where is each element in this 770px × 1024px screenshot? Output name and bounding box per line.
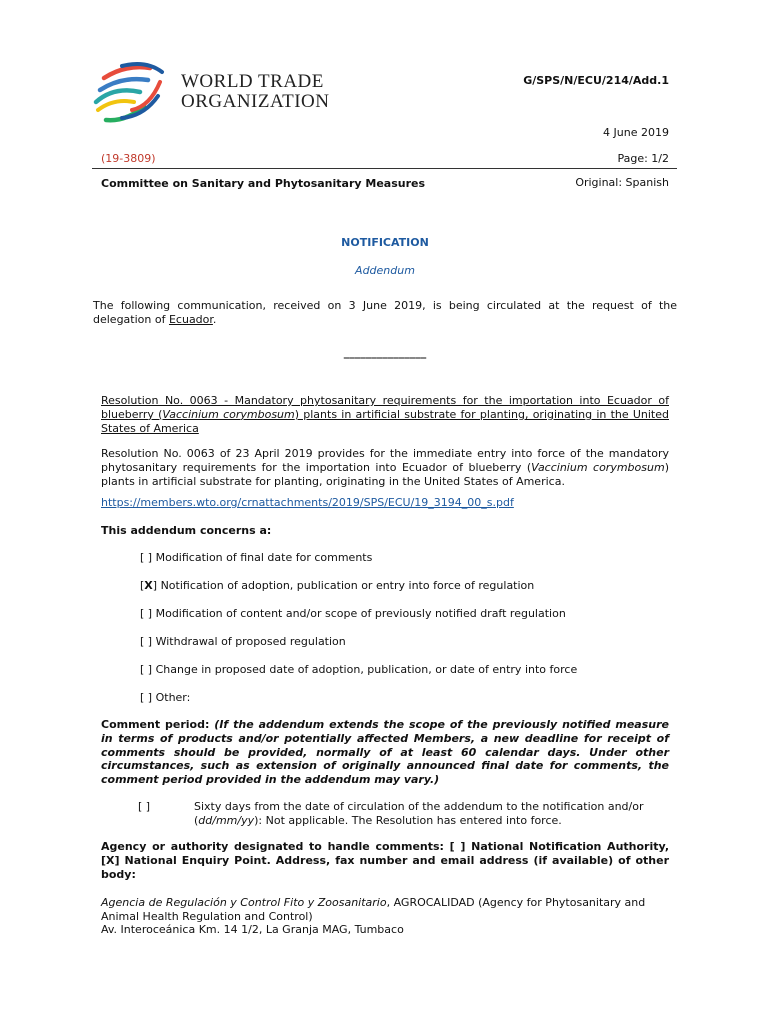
document-date: 4 June 2019 (603, 126, 669, 139)
concern-item-2 (140, 579, 534, 592)
resolution-body-a: Resolution No. 0063 of 23 April 2019 provides for the immediate entry into force of the mandatory phytosanitary requirements for the importation into Ecuador of blueberry ( (101, 447, 669, 474)
org-name-line1: WORLD TRADE (181, 71, 324, 92)
intro-text: The following communication, received on 3 June 2019, is being circulated at the request of the delegation of (93, 299, 677, 326)
concern-text: Notification of adoption, publication or entry into force of regulation (160, 579, 535, 592)
checkbox: [ ] (140, 635, 153, 648)
original-language: Original: Spanish (575, 176, 669, 189)
concern-text: Withdrawal of proposed regulation (155, 635, 346, 648)
notification-heading: NOTIFICATION (341, 236, 429, 249)
checkbox: [ ] (140, 663, 153, 676)
concern-text: Other: (155, 691, 191, 704)
concern-item-3 (140, 607, 566, 620)
concern-text: Modification of content and/or scope of previously notified draft regulation (155, 607, 566, 620)
intro-country: Ecuador (168, 312, 213, 326)
concern-text: Modification of final date for comments (155, 551, 373, 564)
checkbox: [ ] (140, 691, 153, 704)
resolution-title-a: Resolution No. 0063 - Mandatory phytosanitary requirements for the importation into Ecuador of blueberry ( (101, 394, 669, 421)
agency-name (101, 896, 669, 924)
document-symbol: G/SPS/N/ECU/214/Add.1 (523, 74, 669, 87)
separator: _______________ (343, 346, 427, 359)
checkbox: [ ] (140, 607, 153, 620)
resolution-title (101, 394, 669, 435)
agency-address: Av. Interoceánica Km. 14 1/2, La Granja MAG, Tumbaco (101, 923, 404, 936)
comment-period-text: (If the addendum extends the scope of the previously notified measure in terms of products and/or potentially affected Members, a new deadline for receipt of comments should be provided, normally of at least 60 calendar days. Under other circumstances, such as extension of originally announced final date for comments, the comment period provided in the addendum may vary.) (101, 718, 669, 787)
wto-logo-icon (92, 58, 172, 128)
resolution-body-b: ) plants in artificial substrate for planting, originating in the United States of America. (101, 460, 669, 488)
resolution-title-b: ) plants in artificial substrate for planting, originating in the United States of America (101, 407, 669, 435)
document-number: (19-3809) (101, 152, 156, 165)
checkbox-checked: [X] (140, 579, 158, 592)
resolution-link[interactable]: https://members.wto.org/crnattachments/2019/SPS/ECU/19_3194_00_s.pdf (101, 496, 514, 509)
concern-text: Change in proposed date of adoption, publication, or date of entry into force (155, 663, 578, 676)
wto-logo (92, 58, 172, 128)
concern-item-6 (140, 691, 190, 704)
org-name-line2: ORGANIZATION (181, 91, 330, 112)
intro-end: . (212, 312, 217, 326)
comment-option-text: Sixty days from the date of circulation of the addendum to the notification and/or (dd/mm/yy): Not applicable. The Resolution has entered into force. (194, 800, 644, 827)
comment-period-label: Comment period: (101, 718, 210, 731)
agency-name-rest: , AGROCALIDAD (Agency for Phytosanitary and Animal Health Regulation and Control) (101, 896, 646, 923)
agency-label: Agency or authority designated to handle comments: [ ] National Notification Authority, [X] National Enquiry Point. Address, fax number and email address (if available) of other body: (101, 840, 669, 881)
concern-item-1 (140, 551, 372, 564)
addendum-subheading: Addendum (355, 264, 415, 277)
resolution-body-species: Vaccinium corymbosum (531, 460, 665, 474)
concern-item-4 (140, 635, 346, 648)
header-rule (92, 168, 677, 169)
page-number: Page: 1/2 (617, 152, 669, 165)
resolution-body (101, 447, 669, 488)
comment-period (101, 718, 669, 787)
agency-name-italic: Agencia de Regulación y Control Fito y Zoosanitario (101, 896, 387, 909)
committee-name: Committee on Sanitary and Phytosanitary Measures (101, 177, 426, 190)
concern-item-5 (140, 663, 577, 676)
resolution-title-species: Vaccinium corymbosum (162, 407, 295, 421)
concerns-label: This addendum concerns a: (101, 524, 272, 537)
intro-paragraph (93, 299, 677, 327)
checkbox: [ ] (140, 551, 153, 564)
comment-option-checkbox: [ ] (138, 800, 151, 813)
